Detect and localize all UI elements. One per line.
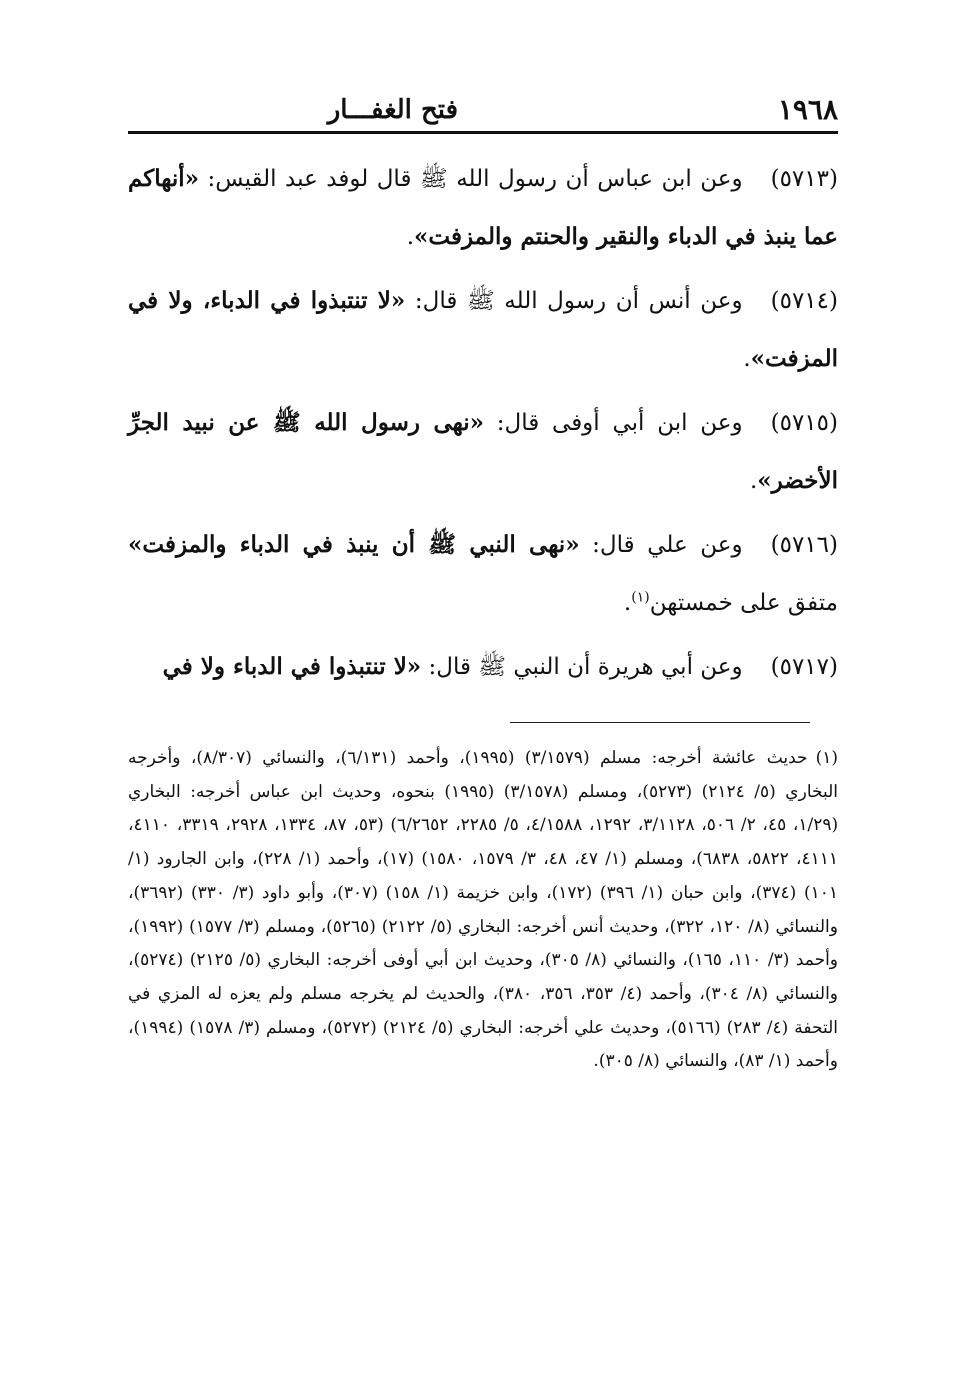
hadith-intro: وعن أبي هريرة أن النبي ﷺ قال: xyxy=(428,654,743,680)
hadith-number: (٥٧١٤) xyxy=(770,288,838,314)
hadith-5714 xyxy=(128,272,838,388)
hadith-quote: «نهى رسول الله ﷺ عن نبيد الجرِّ الأخضر» xyxy=(128,409,838,494)
hadith-5716 xyxy=(128,516,838,632)
hadith-tail: . xyxy=(743,346,751,372)
hadith-intro: وعن علي قال: xyxy=(592,532,743,558)
hadith-number: (٥٧١٥) xyxy=(770,410,838,436)
footnote-marker: (١) xyxy=(815,748,838,768)
hadith-5717 xyxy=(128,638,838,696)
footnote-reference[interactable]: (١) xyxy=(631,589,650,606)
hadith-quote: «نهى النبي ﷺ أن ينبذ في الدباء والمزفت» xyxy=(128,531,580,558)
main-text xyxy=(128,150,838,702)
hadith-5715 xyxy=(128,394,838,510)
hadith-number: (٥٧١٧) xyxy=(770,654,838,680)
hadith-quote: «لا تنتبذوا في الدباء ولا في xyxy=(162,653,422,680)
hadith-intro: وعن ابن عباس أن رسول الله ﷺ قال لوفد عبد القيس: xyxy=(207,166,743,192)
footnote-1 xyxy=(128,742,838,1079)
running-head xyxy=(128,88,838,132)
header-rule xyxy=(128,131,838,134)
hadith-number: (٥٧١٦) xyxy=(770,532,839,558)
hadith-quote: «أنهاكم عما ينبذ في الدباء والنقير والحنتم والمزفت» xyxy=(128,165,838,250)
hadith-tail: متفق على خمستهن xyxy=(649,590,838,616)
footnotes xyxy=(128,742,838,1079)
book-title: فتح الغفـــار xyxy=(327,95,458,125)
hadith-tail: . xyxy=(406,224,415,250)
hadith-5713 xyxy=(128,150,838,266)
hadith-intro: وعن أنس أن رسول الله ﷺ قال: xyxy=(414,288,743,314)
hadith-tail-end: . xyxy=(623,590,632,616)
footnote-separator xyxy=(510,722,810,723)
hadith-quote: «لا تنتبذوا في الدباء، ولا في المزفت» xyxy=(128,287,838,372)
hadith-tail: . xyxy=(749,468,758,494)
footnote-text: حديث عائشة أخرجه: مسلم (٣/١٥٧٩) (١٩٩٥)، وأحمد (٦/١٣١)، والنسائي (٨/٣٠٧)، وأخرجه البخاري (٥/ ٢١٢٤) (٥٢٧٣)، ومسلم (٣/١٥٧٨) (١٩٩٥) بنحوه، وحديث ابن عباس أخرجه: البخاري (١/٢٩، ٤٥، ٢/ ٥٠٦، ٣/١١٢٨، ١٢٩٢، ٤/١٥٨٨، ٥/ ٢٢٨٥، ٦/٢٦٥٢) (٥٣، ٨٧، ١٣٣٤، ٢٩٢٨، ٣٣١٩، ٤١١٠، ٤١١١، ٥٨٢٢، ٦٨٣٨)، ومسلم (١/ ٤٧، ٤٨، ٣/ ١٥٧٩، ١٥٨٠) (١٧)، وأحمد (١/ ٢٢٨)، وابن الجارود (١/ ١٠١) (٣٧٤)، وابن حبان (١/ ٣٩٦) (١٧٢)، وابن خزيمة (١/ ١٥٨) (٣٠٧)، وأبو داود (٣/ ٣٣٠) (٣٦٩٢)، والنسائي (٨/ ١٢٠، ٣٢٢)، وحديث أنس أخرجه: البخاري (٥/ ٢١٢٢) (٥٢٦٥)، ومسلم (٣/ ١٥٧٧) (١٩٩٢)، وأحمد (٣/ ١١٠، ١٦٥)، والنسائي (٨/ ٣٠٥)، وحديث ابن أبي أوفى أخرجه: البخاري (٥/ ٢١٢٥) (٥٢٧٤)، والنسائي (٨/ ٣٠٤)، وأحمد (٤/ ٣٥٣، ٣٥٦، ٣٨٠)، والحديث لم يخرجه مسلم ولم يعزه له المزي في التحفة (٤/ ٢٨٣) (٥١٦٦)، وحديث علي أخرجه: البخاري (٥/ ٢١٢٤) (٥٢٧٢)، ومسلم (٣/ ١٥٧٨) (١٩٩٤)، وأحمد (١/ ٨٣)، والنسائي (٨/ ٣٠٥). xyxy=(128,748,839,1072)
page-number: ١٩٦٨ xyxy=(777,93,838,126)
hadith-number: (٥٧١٣) xyxy=(770,166,838,192)
hadith-intro: وعن ابن أبي أوفى قال: xyxy=(496,410,743,436)
